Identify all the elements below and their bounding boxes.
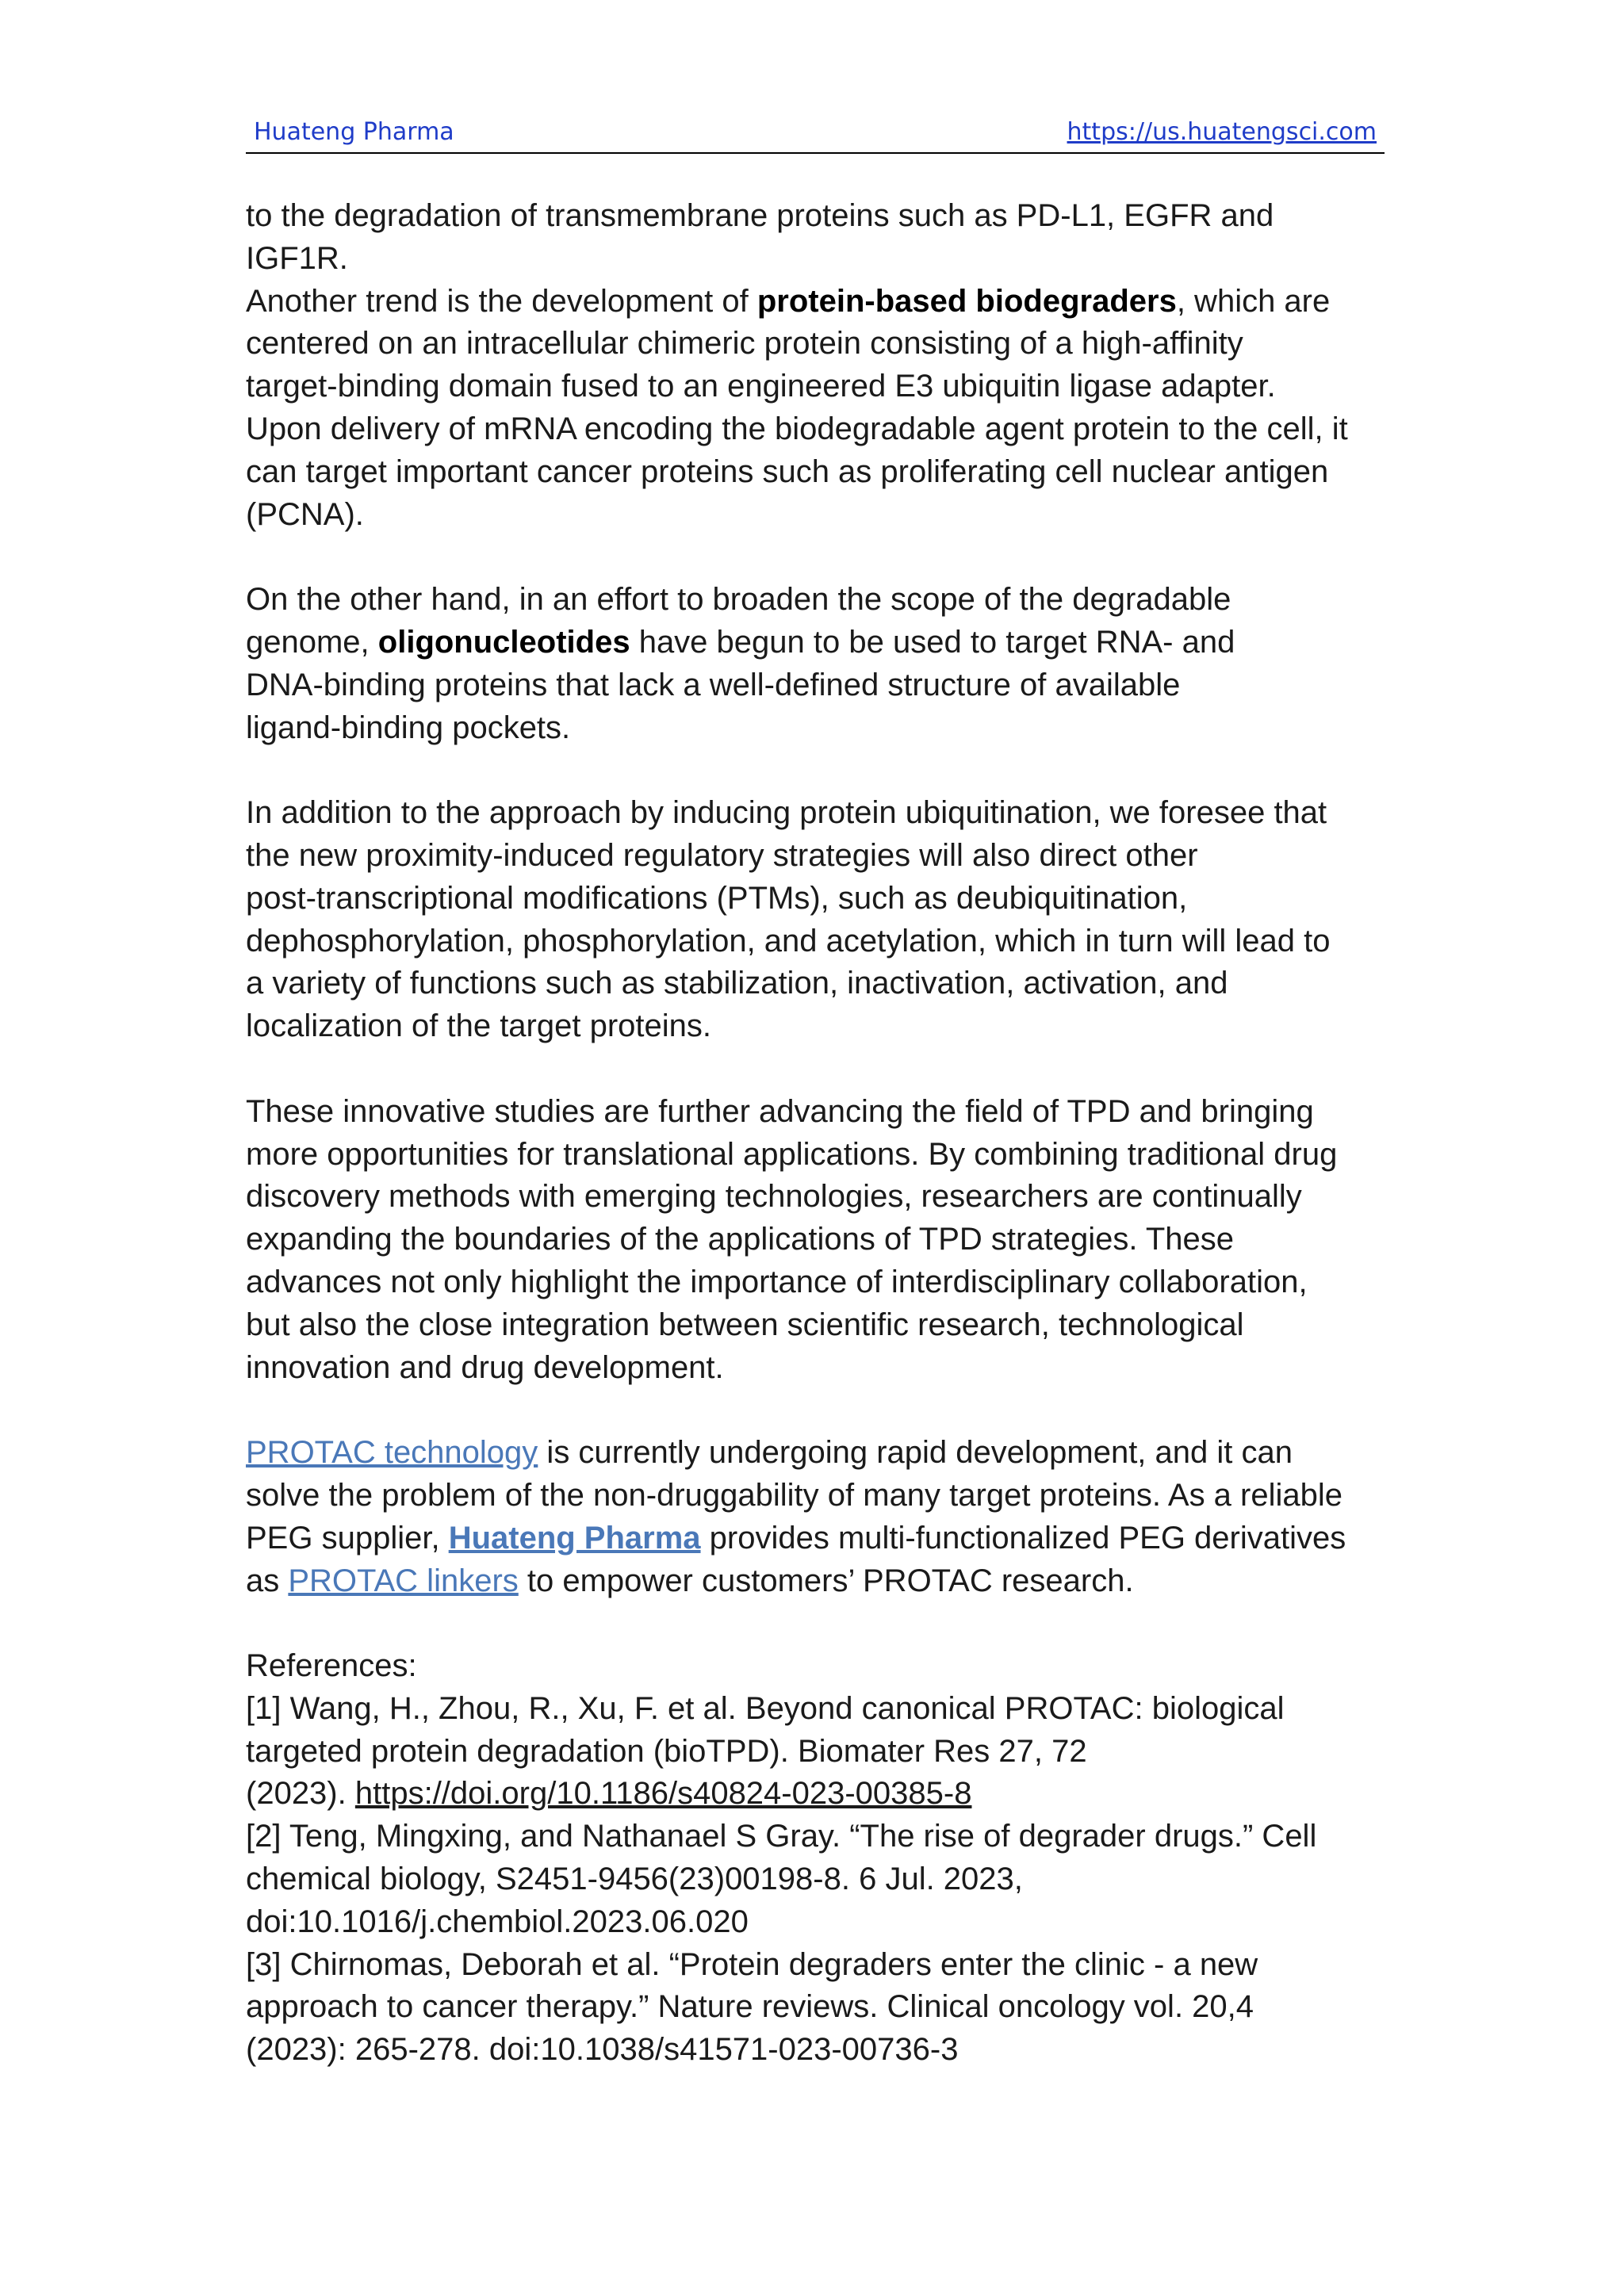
bold-term-protein-based-biodegraders: protein-based biodegraders [756,283,1177,319]
text-line: centered on an intracellular chimeric protein consisting of a high-affinity [246,326,1243,362]
text-line: In addition to the approach by inducing protein ubiquitination, we foresee that [246,795,1327,831]
text-line: solve the problem of the non-druggability of many target proteins. As a reliable [246,1477,1343,1513]
reference-3-line: [3] Chirnomas, Deborah et al. “Protein degraders enter the clinic - a new [246,1946,1258,1982]
text-span: , which are [1176,283,1331,319]
text-line: localization of the target proteins. [246,1008,712,1044]
text-span: to empower customers’ PROTAC research. [518,1563,1134,1598]
reference-2-line: [2] Teng, Mingxing, and Nathanael S Gray. “The rise of degrader drugs.” Cell [246,1819,1317,1854]
reference-1-line: targeted protein degradation (bioTPD). Biomater Res 27, 72 [246,1733,1087,1769]
header-company-name: Huateng Pharma [254,118,454,146]
text-line: advances not only highlight the importance of interdisciplinary collaboration, [246,1264,1308,1299]
text-span: is currently undergoing rapid development, and it can [538,1435,1293,1471]
paragraph-spacer [246,1048,1396,1091]
huateng-pharma-link[interactable]: Huateng Pharma [448,1520,701,1556]
paragraph-ptm-strategies [246,792,1396,1048]
text-span: as [246,1563,289,1598]
text-span: Another trend is the development of [246,283,757,319]
reference-3-line: approach to cancer therapy.” Nature reviews. Clinical oncology vol. 20,4 [246,1989,1254,2025]
text-line: expanding the boundaries of the applications of TPD strategies. These [246,1222,1234,1257]
reference-2-line: doi:10.1016/j.chembiol.2023.06.020 [246,1904,749,1939]
text-line: target-binding domain fused to an engineered E3 ubiquitin ligase adapter. [246,369,1276,404]
text-line [246,1560,1396,1603]
text-line: DNA-binding proteins that lack a well-defined structure of available [246,667,1181,702]
paragraph-oligonucleotides [246,579,1396,749]
paragraph-protac-promo [246,1432,1396,1602]
header-website-link[interactable]: https://us.huatengsci.com [1067,118,1377,146]
text-span: PEG supplier, [246,1520,449,1556]
text-line [246,281,1396,323]
text-line: post-transcriptional modifications (PTMs), such as deubiquitination, [246,880,1188,916]
references-section [246,1645,1396,2072]
references-title: References: [246,1648,417,1684]
text-line: (PCNA). [246,496,364,532]
paragraph-spacer [246,749,1396,792]
reference-3-line: (2023): 265-278. doi:10.1038/s41571-023-00736-3 [246,2032,959,2068]
protac-technology-link[interactable]: PROTAC technology [246,1435,538,1471]
text-line: innovation and drug development. [246,1349,724,1385]
text-line: ligand-binding pockets. [246,710,571,745]
paragraph-innovative-studies [246,1091,1396,1390]
bold-term-oligonucleotides: oligonucleotides [377,624,630,660]
text-line: Upon delivery of mRNA encoding the biodegradable agent protein to the cell, it [246,411,1348,446]
paragraph-spacer [246,1389,1396,1432]
reference-2-line: chemical biology, S2451-9456(23)00198-8. 6 Jul. 2023, [246,1862,1023,1897]
text-line: can target important cancer proteins such as proliferating cell nuclear antigen [246,453,1329,489]
document-body [246,195,1396,2072]
paragraph-spacer [246,536,1396,579]
text-line [246,1432,1396,1475]
text-line: IGF1R. [246,240,348,276]
header-divider [246,152,1385,154]
reference-1-doi-link[interactable]: https://doi.org/10.1186/s40824-023-00385-8 [354,1776,972,1812]
reference-1-line: [1] Wang, H., Zhou, R., Xu, F. et al. Beyond canonical PROTAC: biological [246,1690,1285,1726]
text-line: but also the close integration between scientific research, technological [246,1307,1244,1342]
text-line: to the degradation of transmembrane proteins such as PD-L1, EGFR and [246,198,1274,233]
text-line: dephosphorylation, phosphorylation, and acetylation, which in turn will lead to [246,923,1331,959]
text-line: the new proximity-induced regulatory strategies will also direct other [246,837,1198,873]
text-span: (2023). [246,1776,355,1812]
text-line [246,1517,1396,1560]
text-line [246,622,1396,664]
reference-1-line [246,1773,1396,1816]
page-header [246,116,1385,154]
protac-linkers-link[interactable]: PROTAC linkers [288,1563,519,1598]
text-line: These innovative studies are further advancing the field of TPD and bringing [246,1093,1314,1129]
text-span: genome, [246,624,378,660]
text-line: On the other hand, in an effort to broaden the scope of the degradable [246,582,1231,618]
text-span: provides multi-functionalized PEG derivatives [700,1520,1346,1556]
text-line: a variety of functions such as stabilization, inactivation, activation, and [246,966,1228,1001]
paragraph-spacer [246,1602,1396,1645]
text-line: discovery methods with emerging technologies, researchers are continually [246,1179,1302,1215]
paragraph-transmembrane [246,195,1396,281]
paragraph-biodegraders [246,281,1396,537]
text-span: have begun to be used to target RNA- and [630,624,1235,660]
text-line: more opportunities for translational applications. By combining traditional drug [246,1136,1338,1172]
